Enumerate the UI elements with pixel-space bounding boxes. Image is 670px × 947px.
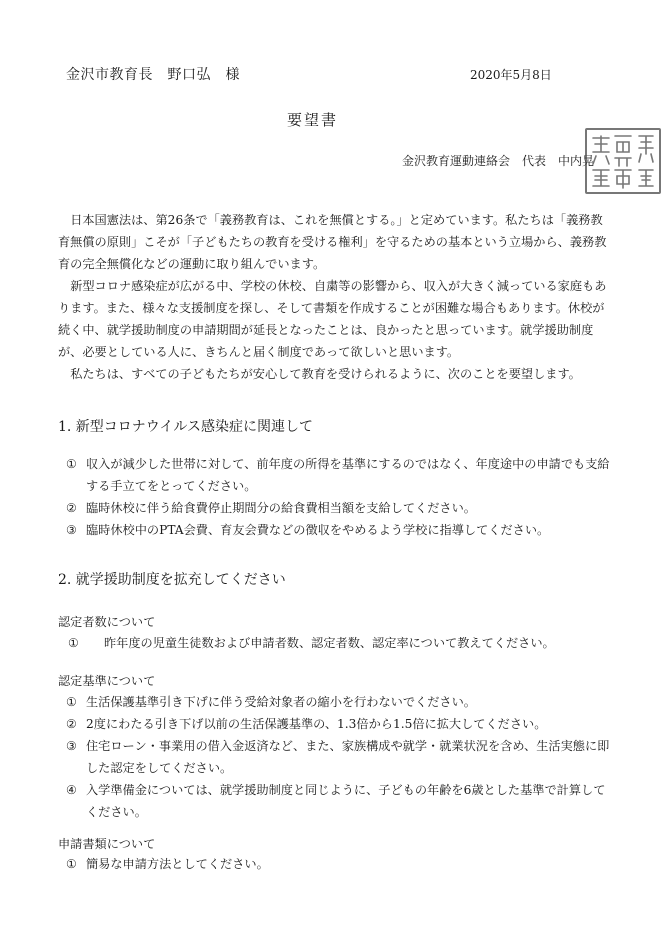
- list-item: [66, 853, 614, 875]
- item-number: ①: [66, 695, 77, 709]
- addressee: 金沢市教育長 野口弘 様: [66, 67, 240, 83]
- document-title: 要望書: [287, 111, 339, 129]
- subheading-recipients: 認定者数について: [58, 615, 156, 629]
- item-number: ①: [66, 857, 77, 871]
- item-text: 住宅ローン・事業用の借入金返済など、また、家族構成や就学・就業状況を含め、生活実態に即した認定をしてください。: [86, 739, 610, 775]
- item-number: ②: [66, 717, 77, 731]
- list-item: [66, 713, 614, 735]
- item-number: ③: [66, 739, 77, 753]
- item-text: 簡易な申請方法としてください。: [86, 857, 269, 871]
- intro-text: [58, 209, 614, 385]
- item-text: 臨時休校に伴う給食費停止期間分の給食費相当額を支給してください。: [86, 501, 476, 515]
- intro-paragraph: 新型コロナ感染症が広がる中、学校の休校、自粛等の影響から、収入が大きく減っている家庭もあります。また、様々な支援制度を探し、そして書類を作成することが困難な場合もあります。休校が続く中、就学援助制度の申請期間が延長となったことは、良かったと思っています。就学援助制度が、必要としている人に、きちんと届く制度であって欲しいと思います。: [58, 279, 607, 359]
- section-heading-covid: 1. 新型コロナウイルス感染症に関連して: [58, 419, 313, 435]
- covid-request-list: [66, 453, 614, 541]
- seal-stamp-icon: [585, 128, 661, 194]
- list-item: [66, 735, 614, 779]
- list-item: [66, 779, 614, 823]
- item-number: ②: [66, 501, 77, 515]
- list-item: [66, 519, 614, 541]
- subheading-documents: 申請書類について: [58, 837, 156, 851]
- item-text: 臨時休校中のPTA会費、育友会費などの徴収をやめるよう学校に指導してください。: [86, 523, 550, 537]
- intro-paragraph: 私たちは、すべての子どもたちが安心して教育を受けられるように、次のことを要望します。: [70, 367, 581, 381]
- item-number: ①: [66, 457, 77, 471]
- item-text: 2度にわたる引き下げ以前の生活保護基準の、1.3倍から1.5倍に拡大してください。: [86, 717, 547, 731]
- item-number: ④: [66, 783, 77, 797]
- subheading-criteria: 認定基準について: [58, 674, 156, 688]
- item-text: 入学準備金については、就学援助制度と同じように、子どもの年齢を6歳とした基準で計算してください。: [86, 783, 606, 819]
- criteria-request-list: [66, 691, 614, 823]
- intro-paragraph: 日本国憲法は、第26条で「義務教育は、これを無償とする。」と定めています。私たちは「義務教育無償の原則」こそが「子どもたちの教育を受ける権利」を守るための基本という立場から、義務教育の完全無償化などの運動に取り組んでいます。: [58, 213, 607, 271]
- document-date: 2020年5月8日: [470, 68, 552, 82]
- list-item: [68, 632, 614, 654]
- recipients-request-list: [68, 632, 614, 654]
- item-text: 収入が減少した世帯に対して、前年度の所得を基準にするのではなく、年度途中の申請でも支給する手立てをとってください。: [86, 457, 610, 493]
- list-item: [66, 691, 614, 713]
- documents-request-list: [66, 853, 614, 875]
- sender: 金沢教育運動連絡会 代表 中内晃: [402, 154, 595, 168]
- list-item: [66, 453, 614, 497]
- item-text: 生活保護基準引き下げに伴う受給対象者の縮小を行わないでください。: [86, 695, 476, 709]
- section-heading-assistance: 2. 就学援助制度を拡充してください: [58, 572, 286, 588]
- item-number: ①: [68, 636, 79, 650]
- list-item: [66, 497, 614, 519]
- item-number: ③: [66, 523, 77, 537]
- item-text: 昨年度の児童生徒数および申請者数、認定者数、認定率について教えてください。: [104, 636, 555, 650]
